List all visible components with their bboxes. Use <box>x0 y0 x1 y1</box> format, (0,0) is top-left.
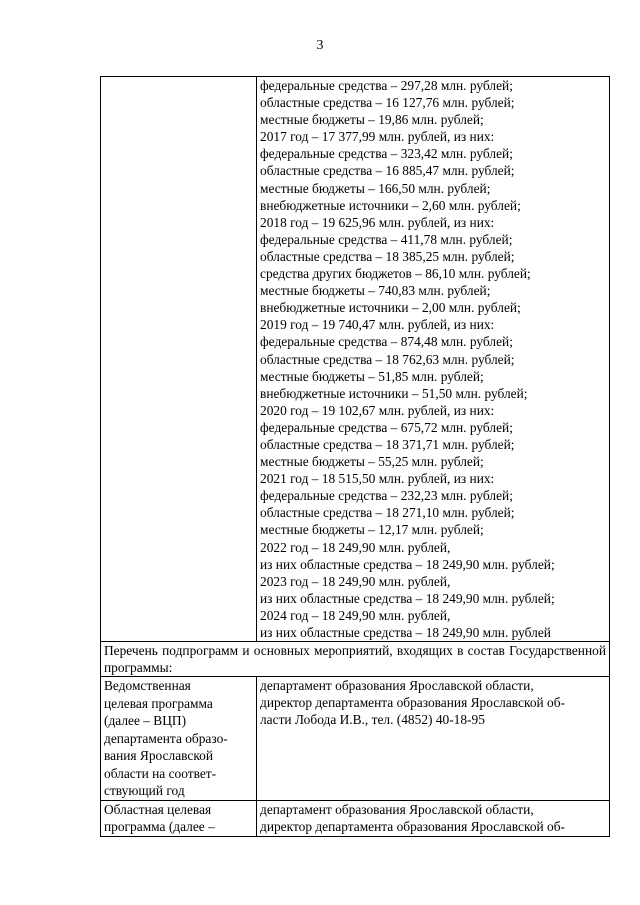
funding-row <box>101 77 610 642</box>
funding-line: из них областные средства – 18 249,90 млн. рублей; <box>260 556 555 572</box>
subprogram-name-line: (далее – ВЦП) <box>104 713 187 729</box>
subprogram-responsible-cell <box>257 800 610 836</box>
funding-line: федеральные средства – 297,28 млн. рублей; <box>260 78 513 93</box>
funding-line: внебюджетные источники – 51,50 млн. рублей; <box>260 385 528 401</box>
subprogram-responsible-cell <box>257 677 610 801</box>
funding-line: областные средства – 18 271,10 млн. рублей; <box>260 505 515 521</box>
subprogram-row <box>101 677 610 801</box>
funding-line: местные бюджеты – 55,25 млн. рублей; <box>260 454 484 470</box>
funding-line: областные средства – 16 885,47 млн. рублей; <box>260 163 515 179</box>
funding-line: 2023 год – 18 249,90 млн. рублей, <box>260 573 451 589</box>
funding-cell <box>257 77 610 642</box>
subprogram-name-line: ствующий год <box>104 783 185 799</box>
subprogram-name-line: вания Ярославской <box>104 748 214 764</box>
funding-line: местные бюджеты – 19,86 млн. рублей; <box>260 112 484 128</box>
funding-line: местные бюджеты – 12,17 млн. рублей; <box>260 522 484 538</box>
funding-line: областные средства – 16 127,76 млн. рублей; <box>260 95 515 111</box>
funding-line: средства других бюджетов – 86,10 млн. рублей; <box>260 266 531 282</box>
section-heading-row <box>101 642 610 677</box>
subprogram-name-line: Областная целевая <box>104 801 212 817</box>
subprogram-name-cell <box>101 800 257 836</box>
funding-line: внебюджетные источники – 2,60 млн. рублей; <box>260 197 521 213</box>
funding-line: 2024 год – 18 249,90 млн. рублей, <box>260 607 451 623</box>
funding-line: федеральные средства – 411,78 млн. рублей; <box>260 231 513 247</box>
funding-label-cell <box>101 77 257 642</box>
funding-line: внебюджетные источники – 2,00 млн. рублей; <box>260 300 521 316</box>
responsible-line: департамент образования Ярославской области, <box>260 801 534 817</box>
funding-line: местные бюджеты – 740,83 млн. рублей; <box>260 283 491 299</box>
funding-line: 2019 год – 19 740,47 млн. рублей, из них: <box>260 317 495 333</box>
funding-line: федеральные средства – 323,42 млн. рублей; <box>260 146 513 162</box>
funding-line: из них областные средства – 18 249,90 млн. рублей <box>260 625 551 640</box>
subprogram-name-line: департамента образо- <box>104 730 228 746</box>
program-table <box>100 76 610 837</box>
funding-line: федеральные средства – 675,72 млн. рублей; <box>260 419 513 435</box>
funding-line: местные бюджеты – 51,85 млн. рублей; <box>260 368 484 384</box>
subprogram-name-line: Ведомственная <box>104 678 191 694</box>
subprogram-row <box>101 800 610 836</box>
funding-line: 2017 год – 17 377,99 млн. рублей, из них: <box>260 129 495 145</box>
responsible-line: департамент образования Ярославской области, <box>260 678 534 694</box>
funding-line: 2020 год – 19 102,67 млн. рублей, из них: <box>260 402 495 418</box>
funding-line: из них областные средства – 18 249,90 млн. рублей; <box>260 590 555 606</box>
subprogram-name-cell <box>101 677 257 801</box>
subprogram-name-line: целевая программа <box>104 695 213 711</box>
funding-line: областные средства – 18 371,71 млн. рублей; <box>260 436 515 452</box>
funding-line: областные средства – 18 762,63 млн. рублей; <box>260 351 515 367</box>
page-number: 3 <box>316 38 324 53</box>
funding-line: областные средства – 18 385,25 млн. рублей; <box>260 248 515 264</box>
subprogram-name-line: области на соответ- <box>104 765 217 781</box>
subprogram-name-line: программа (далее – <box>104 819 215 835</box>
funding-line: местные бюджеты – 166,50 млн. рублей; <box>260 180 491 196</box>
funding-line: 2018 год – 19 625,96 млн. рублей, из них: <box>260 214 495 230</box>
responsible-line: ласти Лобода И.В., тел. (4852) 40-18-95 <box>260 712 485 728</box>
responsible-line: директор департамента образования Ярославской об- <box>260 695 565 711</box>
funding-line: федеральные средства – 232,23 млн. рублей; <box>260 488 513 504</box>
funding-line: 2021 год – 18 515,50 млн. рублей, из них: <box>260 471 495 487</box>
funding-line: федеральные средства – 874,48 млн. рублей; <box>260 334 513 350</box>
funding-line: 2022 год – 18 249,90 млн. рублей, <box>260 539 451 555</box>
section-heading: Перечень подпрограмм и основных мероприятий, входящих в состав Государственной программы: <box>101 642 610 677</box>
responsible-line: директор департамента образования Ярославской об- <box>260 818 565 834</box>
